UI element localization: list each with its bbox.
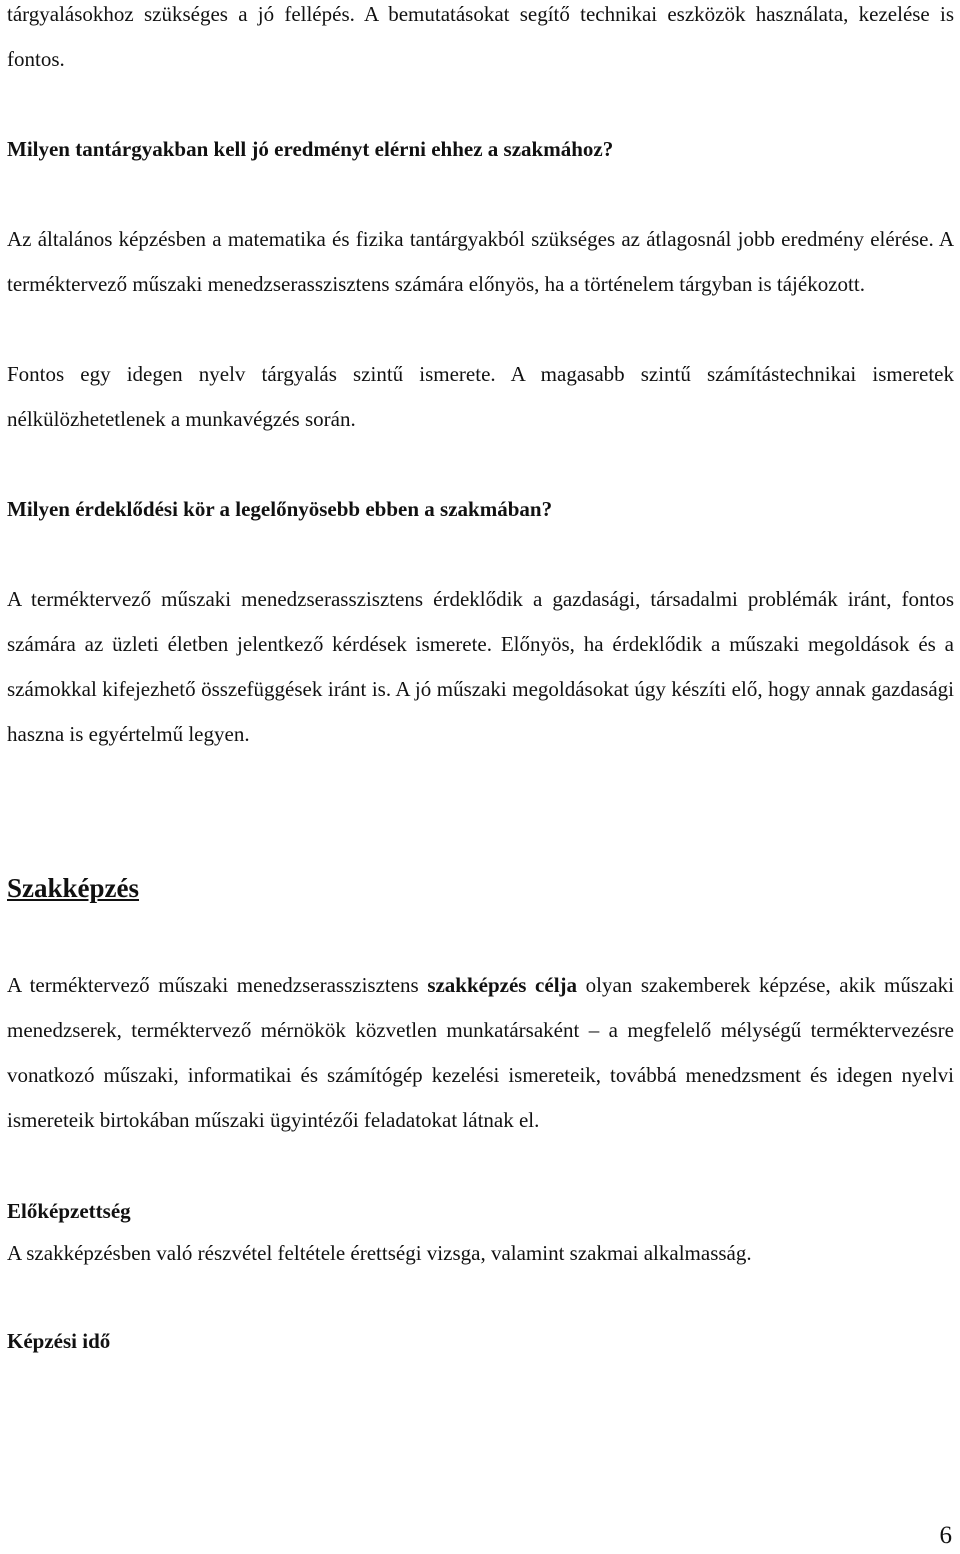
subheading-duration: Képzési idő xyxy=(7,1329,111,1353)
answer-subjects-paragraph: Az általános képzésben a matematika és fizika tantárgyakból szükséges az átlagosnál jobb eredmény elérése. A terméktervező műszaki menedzserasszisztens számára előnyös, ha a történelem tárgyban is tájékozott. xyxy=(7,227,954,296)
answer-interests-paragraph: A terméktervező műszaki menedzserasszisztens érdeklődik a gazdasági, társadalmi problémák iránt, fontos számára az üzleti életben jelentkező kérdések ismerete. Előnyös, ha érdeklődik a műszaki megoldások és a számokkal kifejezhető összefüggések iránt is. A jó műszaki megoldásokat úgy készíti elő, hogy annak gazdasági haszna is egyértelmű legyen. xyxy=(7,587,954,746)
section-szakkepzes-paragraph xyxy=(7,963,954,1143)
page-number: 6 xyxy=(939,1522,952,1549)
section-title-szakkepzes: Szakképzés xyxy=(7,873,140,903)
subheading-prerequisites: Előképzettség xyxy=(7,1199,131,1223)
section-text-bold: szakképzés célja xyxy=(427,973,578,997)
section-text-after: olyan szakemberek képzése, akik műszaki menedzserek, terméktervező mérnökök közvetlen munkatársaként – a megfelelő mélységű terméktervezésre vonatkozó műszaki, informatikai és számítógép kezelési ismereteik, továbbá menedzsment és idegen nyelvi ismereteik birtokában műszaki ügyintézői feladatokat látnak el. xyxy=(7,973,955,1132)
question-subjects: Milyen tantárgyakban kell jó eredményt elérni ehhez a szakmához? xyxy=(7,137,614,161)
prerequisites-paragraph: A szakképzésben való részvétel feltétele érettségi vizsga, valamint szakmai alkalmasság. xyxy=(7,1241,752,1265)
question-interests: Milyen érdeklődési kör a legelőnyösebb ebben a szakmában? xyxy=(7,497,553,521)
intro-paragraph: tárgyalásokhoz szükséges a jó fellépés. A bemutatásokat segítő technikai eszközök használata, kezelése is fontos. xyxy=(7,2,954,71)
answer-language-paragraph: Fontos egy idegen nyelv tárgyalás szintű ismerete. A magasabb szintű számítástechnikai ismeretek nélkülözhetetlenek a munkavégzés során. xyxy=(7,362,954,431)
document-page xyxy=(7,0,954,1361)
section-text-before: A terméktervező műszaki menedzserasszisztens xyxy=(7,973,428,997)
